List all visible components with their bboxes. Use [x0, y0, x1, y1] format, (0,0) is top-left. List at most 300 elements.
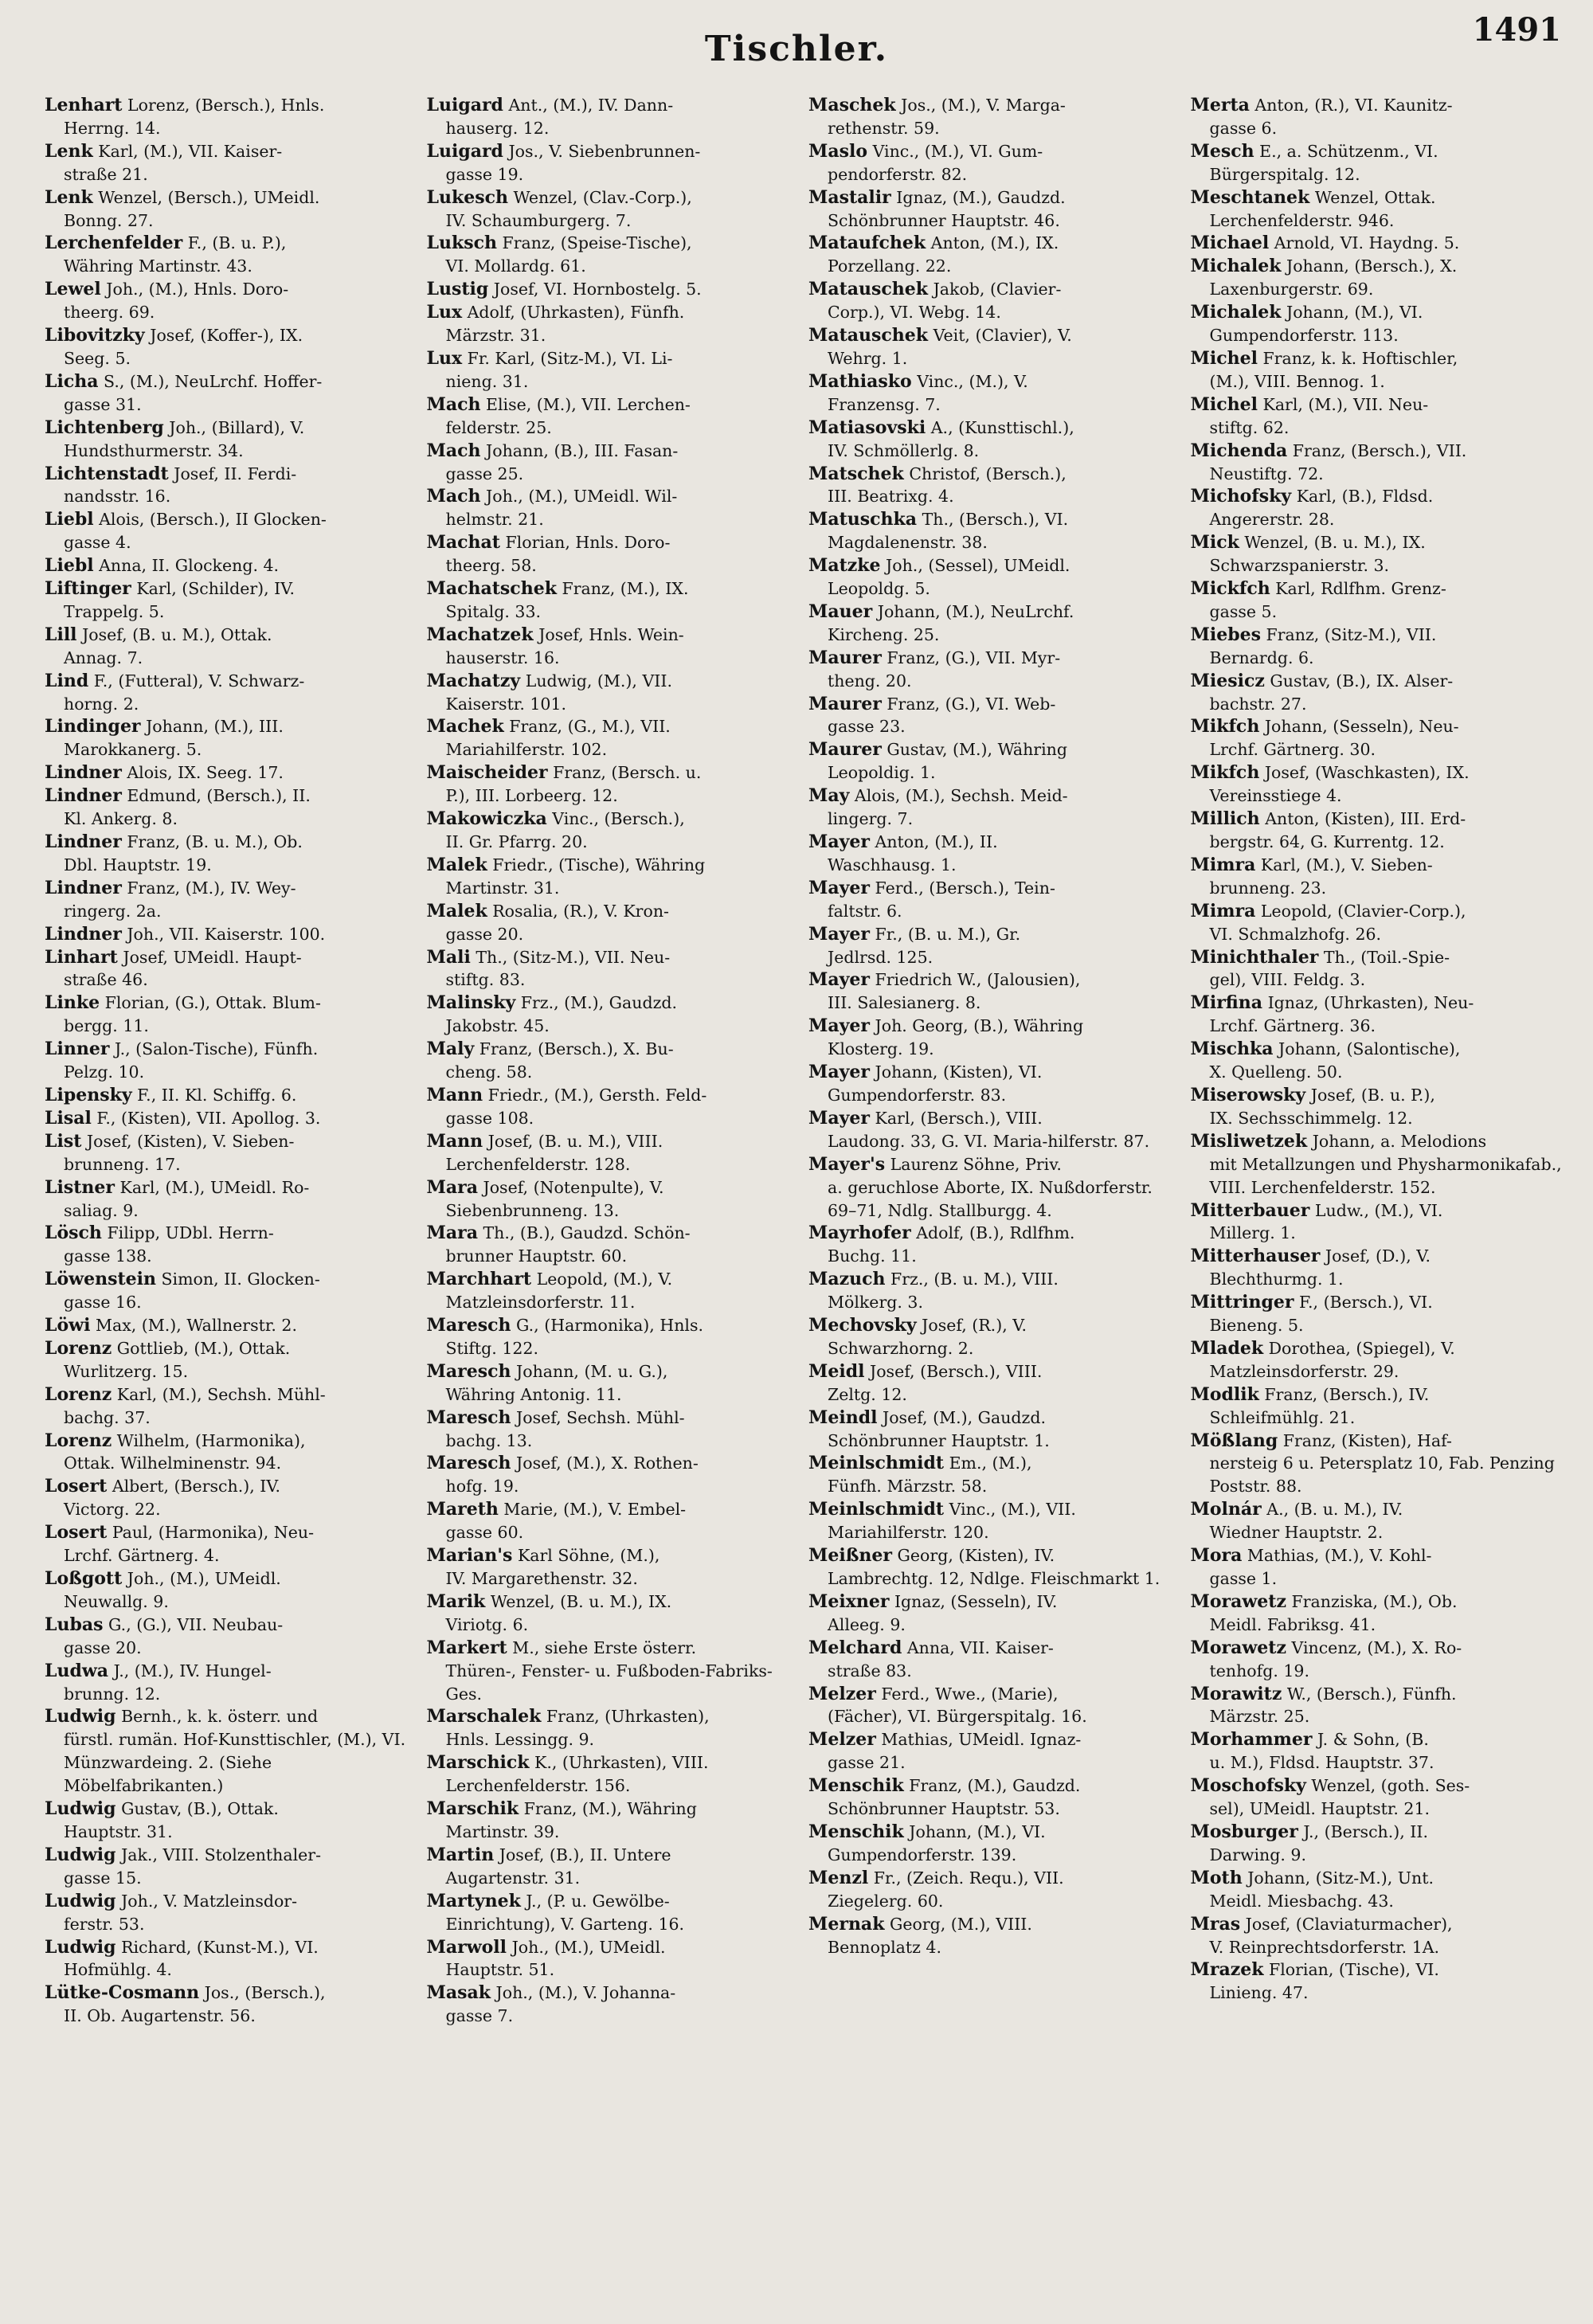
entry-name: Maschek — [808, 95, 896, 115]
entry-name: Meißner — [808, 1545, 893, 1567]
directory-entry — [45, 624, 421, 670]
entry-name: Mayer — [808, 1107, 870, 1129]
entry-name: Meinlschmidt — [808, 1499, 945, 1520]
entry-details: Fr., (B. u. M.), Gr. — [875, 924, 1021, 944]
directory-entry — [45, 784, 421, 831]
entry-address: Lambrechtg. 12, Ndlge. Fleischmarkt 1. — [828, 1569, 1161, 1588]
directory-entry — [808, 1913, 1184, 1959]
directory-entry — [45, 463, 421, 509]
entry-details: Johann, (M.), VI. — [1286, 303, 1423, 323]
entry-details: Albert, (Bersch.), IV. — [112, 1477, 281, 1497]
directory-entry — [808, 140, 1184, 186]
entry-name: Mimra — [1190, 900, 1256, 921]
entry-address: Porzellang. 22. — [828, 256, 952, 276]
directory-entry — [427, 1268, 803, 1314]
entry-address: Neustiftg. 72. — [1209, 464, 1324, 483]
entry-name: Licha — [45, 370, 99, 392]
directory-entry — [427, 1084, 803, 1130]
directory-entry — [427, 531, 803, 577]
entry-name: Molnár — [1190, 1499, 1262, 1520]
directory-entry — [808, 1222, 1184, 1268]
entry-name: Mora — [1190, 1545, 1243, 1567]
entry-details: Franziska, (M.), Ob. — [1291, 1591, 1458, 1611]
entry-address: Kircheng. 25. — [828, 624, 940, 644]
directory-entry — [1191, 232, 1567, 255]
entry-address: gasse 23. — [828, 717, 906, 737]
directory-entry — [808, 232, 1184, 278]
directory-entry — [45, 1084, 421, 1107]
entry-address: Magdalenenstr. 38. — [828, 533, 988, 553]
directory-entry — [808, 784, 1184, 831]
directory-entry — [808, 1452, 1184, 1498]
entry-address: Matzleinsdorferstr. 11. — [445, 1293, 636, 1313]
directory-entry — [808, 1498, 1184, 1544]
entry-name: Maslo — [808, 140, 868, 162]
directory-entry — [45, 992, 421, 1038]
entry-address: VI. Schmalzhofg. 26. — [1209, 924, 1382, 944]
directory-entry — [45, 1107, 421, 1130]
entry-address: Viriotg. 6. — [445, 1614, 529, 1634]
directory-entry — [808, 693, 1184, 739]
entry-name: Miebes — [1190, 624, 1261, 645]
entry-details: Vinc., (M.), VII. — [949, 1500, 1076, 1520]
directory-entry — [808, 1774, 1184, 1821]
directory-entry — [808, 601, 1184, 647]
directory-entry — [45, 1705, 421, 1798]
entry-name: Mayer's — [808, 1153, 886, 1175]
entry-name: Ludwig — [45, 1890, 116, 1911]
entry-name: Menschik — [808, 1775, 904, 1797]
directory-entry — [1191, 1199, 1567, 1246]
directory-entry — [1191, 1130, 1567, 1199]
directory-entry — [1191, 1913, 1567, 1959]
directory-entry — [808, 278, 1184, 324]
entry-address: gasse 138. — [64, 1246, 152, 1266]
directory-entry — [427, 1637, 803, 1706]
entry-details: K., (Uhrkasten), VIII. — [534, 1753, 709, 1773]
entry-address: Klosterg. 19. — [828, 1039, 934, 1059]
entry-details: Josef, (Notenpulte), V. — [483, 1177, 664, 1197]
entry-name: Lichtenstadt — [45, 463, 169, 484]
entry-details: Mathias, UMeidl. Ignaz- — [881, 1730, 1082, 1750]
directory-entry — [1191, 1590, 1567, 1637]
directory-entry — [1191, 1774, 1567, 1821]
directory-entry — [427, 715, 803, 761]
entry-details: Gustav, (B.), Ottak. — [121, 1799, 279, 1819]
entry-address: brunneng. 17. — [64, 1154, 181, 1174]
entry-address: brunng. 12. — [64, 1684, 161, 1704]
entry-name: Lorenz — [45, 1430, 112, 1451]
directory-entry — [427, 186, 803, 233]
directory-entry — [427, 393, 803, 440]
entry-name: Ludwa — [45, 1660, 109, 1681]
entry-address: faltstr. 6. — [828, 901, 902, 921]
entry-details: Alois, (M.), Sechsh. Meid- — [854, 786, 1068, 806]
entry-name: Machatzy — [426, 670, 521, 691]
entry-details: Jak., VIII. Stolzenthaler- — [121, 1845, 321, 1864]
entry-address: gasse 6. — [1209, 118, 1278, 138]
entry-address: II. Ob. Augartenstr. 56. — [64, 2006, 256, 2026]
entry-address: stiftg. 62. — [1209, 417, 1290, 437]
entry-details: Ignaz, (Sesseln), IV. — [894, 1591, 1058, 1611]
directory-entry — [45, 1383, 421, 1430]
entry-name: Mayer — [808, 831, 870, 852]
directory-entry — [1191, 186, 1567, 233]
entry-address: straße 83. — [828, 1661, 912, 1680]
entry-address: Victorg. 22. — [64, 1500, 161, 1520]
entry-address: bergg. 11. — [64, 1016, 149, 1036]
entry-address: Thüren-, Fenster- u. Fußboden-Fabriks-Ges. — [445, 1661, 773, 1704]
entry-details: J., (M.), IV. Hungel- — [113, 1661, 272, 1680]
entry-details: Karl Söhne, (M.), — [517, 1546, 660, 1566]
directory-entry — [427, 1452, 803, 1498]
entry-name: Meindl — [808, 1407, 878, 1428]
entry-address: Buchg. 11. — [828, 1246, 917, 1266]
entry-details: Ferd., (Bersch.), Tein- — [875, 878, 1055, 898]
entry-name: Mikfch — [1190, 716, 1260, 737]
entry-name: Ludwig — [45, 1936, 116, 1958]
directory-entry — [427, 1407, 803, 1453]
entry-name: Lubas — [45, 1614, 104, 1635]
entry-address: Alleeg. 9. — [828, 1614, 906, 1634]
directory-entry — [427, 1705, 803, 1751]
directory-entry — [427, 1314, 803, 1360]
entry-address: theerg. 69. — [64, 303, 155, 323]
entry-address: Lrchf. Gärtnerg. 4. — [64, 1546, 220, 1566]
entry-address: bachstr. 27. — [1209, 694, 1307, 714]
entry-name: Meinlschmidt — [808, 1453, 945, 1474]
entry-address: Pelzg. 10. — [64, 1062, 145, 1082]
entry-details: F., (Kisten), VII. Apollog. 3. — [96, 1108, 321, 1128]
directory-entry — [808, 1728, 1184, 1774]
entry-address: gasse 31. — [64, 394, 142, 414]
directory-entry — [427, 301, 803, 347]
entry-address: gasse 15. — [64, 1868, 142, 1888]
entry-details: Josef, (Waschkasten), IX. — [1264, 763, 1470, 783]
entry-details: Josef, Sechsh. Mühl- — [516, 1407, 685, 1427]
entry-name: Mareth — [426, 1499, 499, 1520]
entry-details: Gottlieb, (M.), Ottak. — [116, 1338, 291, 1358]
entry-name: Lindner — [45, 877, 122, 898]
entry-address: Vereinsstiege 4. — [1209, 786, 1342, 806]
entry-name: Misliwetzek — [1190, 1130, 1308, 1152]
directory-entry — [427, 1222, 803, 1268]
entry-details: Ludwig, (M.), VII. — [525, 671, 672, 691]
entry-details: Johann, (Bersch.), X. — [1286, 256, 1458, 276]
directory-entry — [427, 1038, 803, 1084]
entry-details: Fr. Karl, (Sitz-M.), VI. Li- — [467, 348, 673, 368]
entry-address: Darwing. 9. — [1209, 1845, 1306, 1864]
entry-name: Lux — [426, 347, 463, 369]
directory-entry — [45, 877, 421, 923]
entry-address: Franzensg. 7. — [828, 394, 941, 414]
entry-details: Anna, VII. Kaiser- — [906, 1637, 1054, 1657]
entry-details: Simon, II. Glocken- — [161, 1270, 320, 1289]
entry-name: Malek — [426, 854, 487, 875]
entry-name: Ludwig — [45, 1706, 116, 1727]
entry-details: Johann, (B.), III. Fasan- — [486, 440, 679, 460]
entry-address: cheng. 58. — [445, 1062, 533, 1082]
entry-details: Adolf, (Uhrkasten), Fünfh. — [467, 303, 685, 323]
directory-entry — [45, 1890, 421, 1936]
entry-address: Schönbrunner Hauptstr. 1. — [828, 1430, 1050, 1450]
entry-details: F., (Futteral), V. Schwarz- — [93, 671, 305, 691]
entry-name: Lorenz — [45, 1383, 112, 1405]
entry-details: G., (G.), VII. Neubau- — [108, 1614, 284, 1634]
entry-address: Spitalg. 33. — [445, 601, 541, 621]
directory-entry — [808, 508, 1184, 554]
entry-address: Linieng. 47. — [1209, 1983, 1309, 2003]
entry-name: Maresch — [426, 1453, 511, 1474]
directory-entry — [45, 1130, 421, 1176]
entry-name: Lindner — [45, 785, 122, 807]
entry-name: Matschek — [808, 463, 904, 484]
entry-address: IV. Schmöllerlg. 8. — [828, 440, 980, 460]
directory-entry — [1191, 440, 1567, 486]
entry-address: IV. Margarethenstr. 32. — [445, 1569, 638, 1588]
entry-address: Neuwallg. 9. — [64, 1591, 169, 1611]
entry-address: Bieneng. 5. — [1209, 1316, 1304, 1336]
entry-name: Luigard — [426, 140, 503, 162]
entry-details: A., (Kunsttischl.), — [930, 417, 1074, 437]
entry-details: Josef, (Claviaturmacher), — [1245, 1914, 1453, 1934]
entry-address: Ziegelerg. 60. — [828, 1891, 944, 1911]
entry-details: Friedr., (M.), Gersth. Feld- — [487, 1085, 707, 1105]
entry-details: Wenzel, (B. u. M.), IX. — [490, 1591, 672, 1611]
directory-entry — [1191, 1245, 1567, 1291]
entry-name: Mimra — [1190, 854, 1256, 875]
entry-name: Mataufchek — [808, 233, 926, 254]
entry-address: Marokkanerg. 5. — [64, 740, 202, 760]
entry-address: Lrchf. Gärtnerg. 36. — [1209, 1016, 1376, 1036]
entry-details: Mathias, (M.), V. Kohl- — [1247, 1546, 1432, 1566]
entry-name: Lind — [45, 670, 89, 691]
entry-address: Hundsthurmerstr. 34. — [64, 440, 244, 460]
entry-address: Schönbrunner Hauptstr. 53. — [828, 1799, 1060, 1819]
directory-entry — [427, 1936, 803, 1982]
entry-name: Mesch — [1190, 140, 1254, 162]
entry-details: Filipp, UDbl. Herrn- — [107, 1223, 274, 1243]
entry-name: Miserowsky — [1190, 1084, 1306, 1105]
entry-details: Karl, (M.), V. Sieben- — [1260, 855, 1433, 874]
entry-details: Josef, (B. u. P.), — [1310, 1085, 1435, 1105]
entry-details: E., a. Schützenm., VI. — [1259, 141, 1438, 161]
entry-address: Fünfh. Märzstr. 58. — [828, 1477, 988, 1497]
entry-details: J., (Salon-Tische), Fünfh. — [114, 1039, 319, 1059]
entry-details: J. & Sohn, (B. — [1317, 1730, 1429, 1750]
entry-address: theerg. 58. — [445, 556, 537, 576]
directory-entry — [808, 1314, 1184, 1360]
entry-address: Gumpendorferstr. 113. — [1209, 326, 1399, 346]
entry-name: Mayer — [808, 969, 870, 991]
entry-details: S., (M.), NeuLrchf. Hoffer- — [104, 371, 323, 391]
entry-details: Frz., (M.), Gaudzd. — [520, 993, 678, 1013]
entry-details: Karl, (M.), VII. Kaiser- — [98, 141, 283, 161]
directory-entry — [427, 1751, 803, 1798]
entry-details: Josef, (B.), II. Untere — [499, 1845, 671, 1864]
directory-entry — [808, 1821, 1184, 1867]
entry-address: gasse 1. — [1209, 1569, 1278, 1588]
entry-details: Franz, k. k. Hoftischler, — [1262, 348, 1458, 368]
entry-address: VI. Mollardg. 61. — [445, 256, 586, 276]
directory-entry — [808, 1015, 1184, 1061]
entry-name: Ludwig — [45, 1798, 116, 1820]
entry-address: V. Reinprechtsdorferstr. 1A. — [1209, 1937, 1440, 1957]
entry-details: M., siehe Erste österr. — [512, 1637, 697, 1657]
entry-details: Ludw., (M.), VI. — [1314, 1200, 1443, 1220]
entry-details: Franz, (Bersch.), IV. — [1264, 1384, 1430, 1404]
entry-address: IV. Schaumburgerg. 7. — [445, 210, 632, 230]
entry-name: Melzer — [808, 1729, 876, 1751]
entry-details: Alois, IX. Seeg. 17. — [127, 763, 284, 783]
entry-address: theng. 20. — [828, 671, 912, 691]
entry-address: brunner Hauptstr. 60. — [445, 1246, 628, 1266]
entry-address: Dbl. Hauptstr. 19. — [64, 855, 212, 874]
directory-entry — [1191, 946, 1567, 992]
entry-name: Millich — [1190, 808, 1260, 830]
entry-details: Bernh., k. k. österr. und — [121, 1707, 319, 1727]
entry-details: Anton, (M.), II. — [875, 832, 998, 851]
entry-details: Wenzel, (Clav.-Corp.), — [513, 187, 692, 207]
directory-entry — [1191, 531, 1567, 577]
directory-entry — [45, 1614, 421, 1660]
entry-name: Lindner — [45, 831, 122, 852]
entry-address: tenhofg. 19. — [1209, 1661, 1309, 1680]
entry-address: ringerg. 2a. — [64, 901, 162, 921]
entry-details: Anton, (R.), VI. Kaunitz- — [1254, 96, 1453, 115]
entry-name: Mayer — [808, 877, 870, 898]
entry-address: gasse 4. — [64, 533, 131, 553]
entry-details: Franz, (M.), Gaudzd. — [909, 1776, 1081, 1796]
entry-details: Joh., (M.), UMeidl. — [127, 1569, 281, 1588]
directory-entry — [45, 554, 421, 577]
entry-details: Josef, (Koffer-), IX. — [150, 326, 303, 346]
entry-name: Miesicz — [1190, 670, 1265, 691]
entry-name: Melzer — [808, 1683, 876, 1704]
directory-entry — [45, 715, 421, 761]
entry-name: Maly — [426, 1039, 475, 1060]
entry-address: Mariahilferstr. 102. — [445, 740, 608, 760]
entry-details: Joh., (M.), Hnls. Doro- — [106, 280, 289, 299]
entry-name: Mosburger — [1190, 1821, 1298, 1842]
directory-entry — [45, 831, 421, 877]
entry-name: Mick — [1190, 532, 1239, 554]
entry-address: Angererstr. 28. — [1209, 510, 1335, 530]
entry-name: Linke — [45, 992, 100, 1014]
entry-name: Meschtanek — [1190, 186, 1310, 208]
entry-details: Frz., (B. u. M.), VIII. — [890, 1270, 1059, 1289]
entry-details: Jos., (Bersch.), — [204, 1983, 326, 2003]
entry-name: Mali — [426, 946, 471, 968]
entry-name: Masak — [426, 1982, 491, 2004]
directory-entry — [45, 1521, 421, 1567]
directory-entry — [808, 1590, 1184, 1637]
entry-name: Lindner — [45, 923, 122, 945]
entry-address: Bürgerspitalg. 12. — [1209, 164, 1360, 184]
entry-name: Martynek — [426, 1890, 521, 1911]
entry-details: Wenzel, (goth. Ses- — [1311, 1776, 1470, 1796]
entry-details: Karl, (B.), Fldsd. — [1296, 487, 1434, 507]
entry-details: A., (B. u. M.), IV. — [1266, 1500, 1403, 1520]
directory-entry — [427, 1798, 803, 1844]
directory-entry — [45, 1176, 421, 1223]
entry-address: sel), UMeidl. Hauptstr. 21. — [1209, 1799, 1431, 1819]
entry-details: Wenzel, (Bersch.), UMeidl. — [98, 187, 320, 207]
entry-name: Mauer — [808, 601, 873, 622]
entry-address: u. M.), Fldsd. Hauptstr. 37. — [1209, 1753, 1434, 1773]
entry-address: Zeltg. 12. — [828, 1384, 907, 1404]
entry-address: X. Quelleng. 50. — [1209, 1062, 1343, 1082]
entry-name: Mirfina — [1190, 992, 1263, 1014]
entry-address: Augartenstr. 31. — [445, 1868, 581, 1888]
entry-address: hauserstr. 16. — [445, 648, 560, 667]
directory-entry — [1191, 1867, 1567, 1913]
entry-address: Blechthurmg. 1. — [1209, 1270, 1344, 1289]
directory-entry — [1191, 1544, 1567, 1590]
entry-address: Meidl. Fabriksg. 41. — [1209, 1614, 1376, 1634]
entry-address: Schleifmühlg. 21. — [1209, 1407, 1356, 1427]
entry-name: Mernak — [808, 1913, 885, 1935]
directory-entry — [427, 278, 803, 301]
entry-details: Wenzel, Ottak. — [1314, 187, 1436, 207]
entry-address: Stiftg. 122. — [445, 1338, 538, 1358]
directory-entry — [45, 1567, 421, 1614]
entry-details: Joh., (M.), V. Johanna- — [495, 1983, 676, 2003]
entry-details: G., (Harmonika), Hnls. — [516, 1316, 703, 1336]
entry-name: Matzke — [808, 555, 881, 577]
entry-details: Karl, Rdlfhm. Grenz- — [1275, 579, 1446, 599]
entry-name: Machatzek — [426, 624, 534, 645]
directory-entry — [427, 1844, 803, 1890]
directory-entry — [45, 1268, 421, 1314]
entry-details: J., (P. u. Gewölbe- — [526, 1891, 670, 1911]
entry-name: Minichthaler — [1190, 946, 1319, 968]
entry-details: F., (B. u. P.), — [187, 233, 287, 253]
entry-details: Johann, (M.), III. — [146, 717, 284, 737]
directory-entry — [808, 1153, 1184, 1223]
entry-name: Linner — [45, 1039, 110, 1060]
entry-details: Franz, (Bersch.), X. Bu- — [479, 1039, 674, 1059]
entry-address: III. Beatrixg. 4. — [828, 487, 954, 507]
entry-address: nersteig 6 u. Petersplatz 10, Fab. Penzing Poststr. 88. — [1209, 1453, 1555, 1497]
entry-name: Michofsky — [1190, 486, 1292, 507]
entry-address: Währing Martinstr. 43. — [64, 256, 252, 276]
entry-name: Mara — [426, 1223, 478, 1244]
entry-name: Mayrhofer — [808, 1223, 911, 1244]
entry-address: Hauptstr. 31. — [64, 1821, 173, 1841]
directory-entry — [808, 1061, 1184, 1107]
directory-entry — [45, 923, 421, 946]
directory-entry — [808, 1360, 1184, 1407]
entry-details: Franz, (G.), VII. Myr- — [887, 648, 1061, 667]
entry-details: Rosalia, (R.), V. Kron- — [492, 901, 669, 921]
entry-name: Marschick — [426, 1752, 530, 1774]
entry-address: Meidl. Miesbachg. 43. — [1209, 1891, 1394, 1911]
directory-entry — [1191, 670, 1567, 716]
entry-details: Georg, (M.), VIII. — [889, 1914, 1032, 1934]
directory-entry — [1191, 1637, 1567, 1683]
entry-name: Morawitz — [1190, 1683, 1282, 1704]
entry-details: Em., (M.), — [949, 1453, 1032, 1473]
entry-name: List — [45, 1130, 82, 1152]
entry-address: rethenstr. 59. — [828, 118, 940, 138]
entry-address: Bernardg. 6. — [1209, 648, 1314, 667]
entry-address: Jedlrsd. 125. — [828, 947, 933, 967]
entry-address: Matzleinsdorferstr. 29. — [1209, 1361, 1399, 1381]
entry-details: Franz, (M.), IV. Wey- — [127, 878, 296, 898]
page-number: 1491 — [1472, 11, 1561, 49]
entry-address: Mariahilferstr. 120. — [828, 1523, 989, 1543]
